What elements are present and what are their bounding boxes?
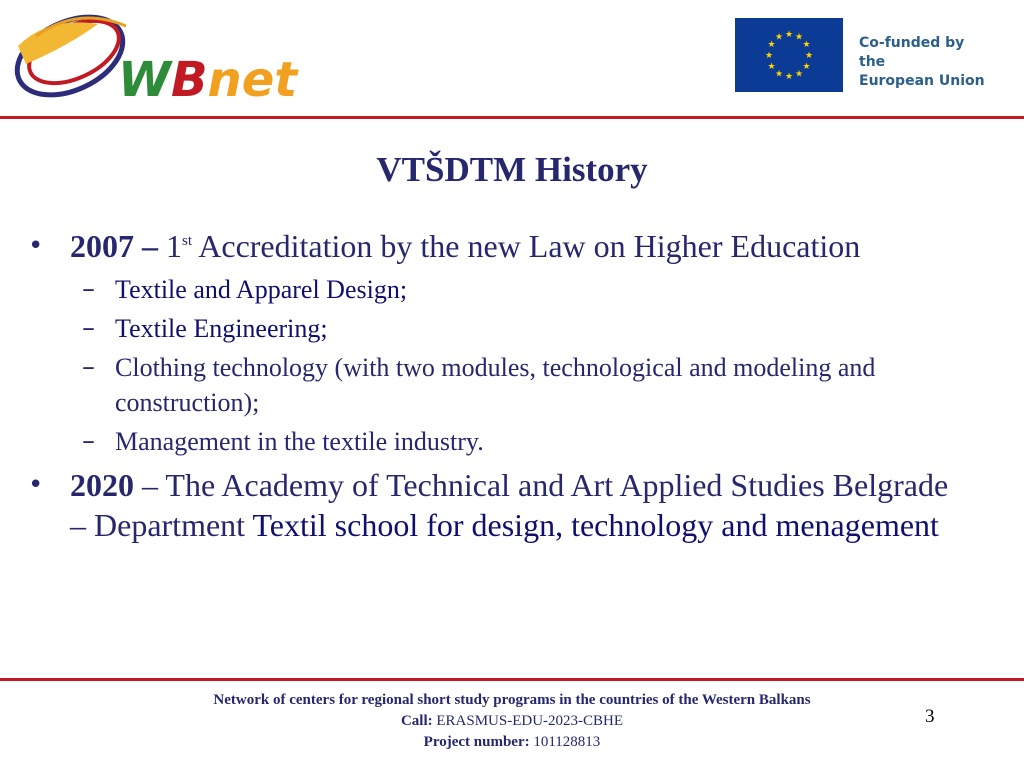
item-year: 2020 — [70, 467, 134, 503]
item-text-department: Textil school for design, technology and menagement — [252, 507, 939, 543]
eu-cofunded-label — [859, 34, 995, 91]
eu-flag-icon — [735, 18, 843, 92]
eu-line-1: Co-funded by the — [859, 35, 965, 70]
bullet-icon: • — [28, 231, 44, 261]
project-value: 101128813 — [529, 734, 601, 750]
sub-item-text: Management in the textile industry. — [115, 427, 484, 456]
header-divider — [0, 116, 1024, 119]
item-ordinal-suffix: st — [182, 233, 193, 249]
svg-text:★: ★ — [804, 51, 814, 61]
dash-icon: – — [82, 274, 95, 304]
item-year: 2007 — [70, 228, 134, 264]
item-text: – The Academy of Technical and Art Applied Studies Belgrade – Department — [70, 467, 949, 543]
eu-cofunded-badge — [735, 18, 995, 94]
svg-text:★: ★ — [774, 69, 784, 80]
eu-line-2: European Union — [859, 73, 985, 89]
dash-icon: – — [82, 313, 95, 343]
bullet-icon: • — [28, 470, 44, 500]
footer-call-line — [0, 711, 1024, 732]
svg-text:★: ★ — [802, 40, 811, 50]
page-number: 3 — [925, 706, 935, 727]
svg-text:★: ★ — [794, 69, 804, 80]
item-dash: – — [134, 228, 166, 264]
svg-text:★: ★ — [767, 40, 776, 50]
footer-network-line: Network of centers for regional short study programs in the countries of the Western Balkans — [213, 692, 811, 708]
item-text: Accreditation by the new Law on Higher Education — [192, 228, 861, 264]
footer — [0, 690, 1024, 753]
list-item-2007 — [0, 226, 1024, 266]
call-value: ERASMUS-EDU-2023-CBHE — [432, 713, 624, 729]
slide-content — [0, 226, 1024, 551]
item-ordinal: 1 — [166, 228, 182, 264]
dash-icon: – — [82, 426, 95, 456]
wbnet-logo — [8, 6, 298, 108]
sub-item-text: Textile and Apparel Design; — [115, 275, 408, 304]
svg-text:★: ★ — [784, 30, 794, 40]
svg-text:★: ★ — [802, 62, 811, 72]
slide-title: VTŠDTM History — [376, 150, 648, 189]
sub-item-text: Clothing technology (with two modules, technological and modeling and construction); — [115, 353, 876, 417]
svg-text:WBnet: WBnet — [118, 52, 298, 108]
footer-divider — [0, 678, 1024, 681]
svg-text:★: ★ — [794, 32, 804, 43]
sub-item — [0, 424, 1024, 459]
svg-text:★: ★ — [784, 72, 794, 82]
svg-text:★: ★ — [767, 62, 776, 72]
svg-text:★: ★ — [764, 51, 774, 61]
sub-item — [0, 272, 1024, 307]
project-label: Project number: — [423, 734, 530, 750]
dash-icon: – — [82, 352, 95, 382]
svg-text:★: ★ — [774, 32, 784, 43]
sub-item — [0, 311, 1024, 346]
sub-item — [0, 350, 1024, 420]
sub-item-text: Textile Engineering; — [115, 314, 328, 343]
footer-project-line — [0, 732, 1024, 753]
call-label: Call: — [400, 713, 433, 729]
list-item-2020 — [0, 465, 1024, 545]
